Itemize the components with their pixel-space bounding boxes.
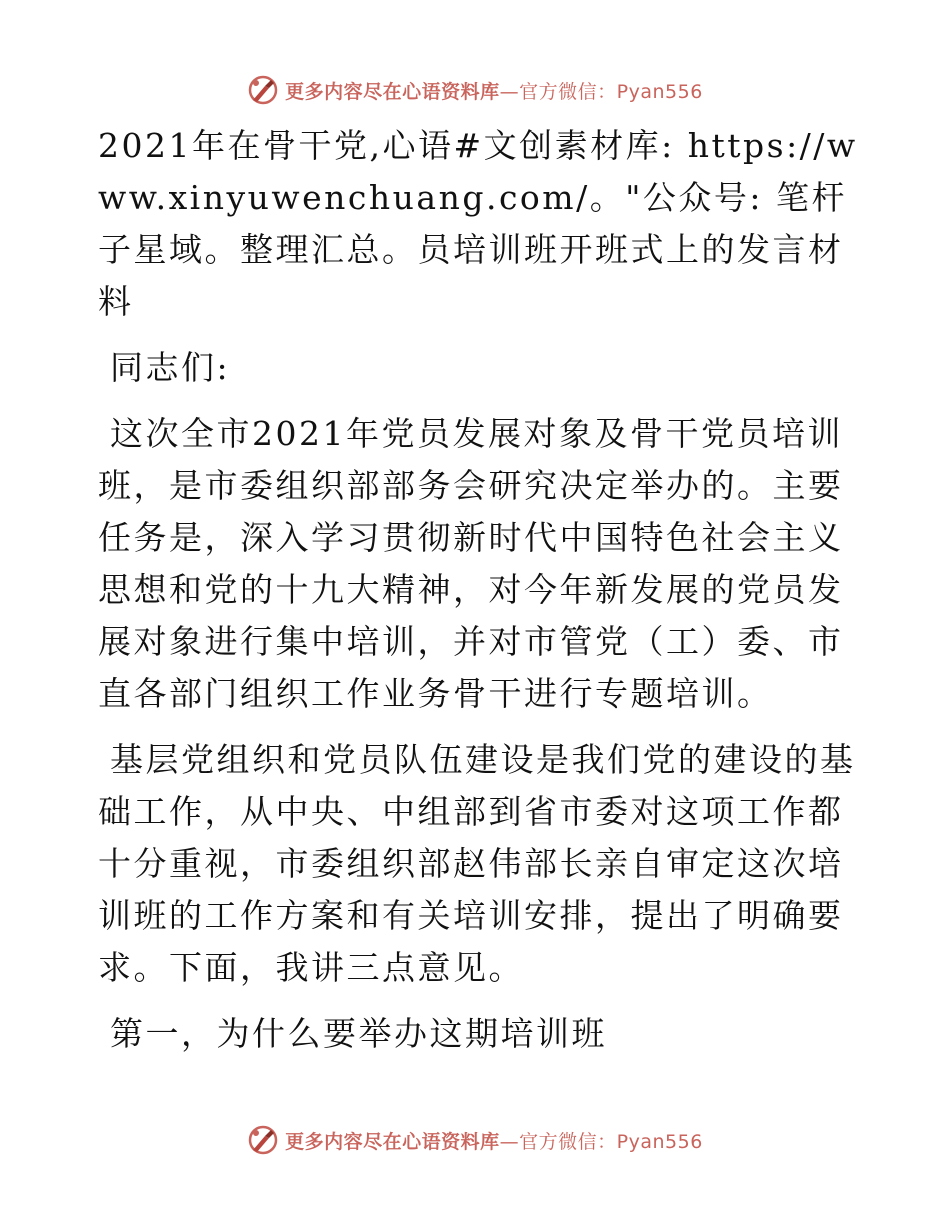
salutation: 同志们: [110,348,231,387]
watermark-header [0,70,950,110]
pen-circle-logo-icon [247,1124,279,1156]
body-paragraph: 基层党组织和党员队伍建设是我们党的建设的基础工作，从中央、中组部到省市委对这项工作都十分重视，市委组织部赵伟部长亲自审定这次培训班的工作方案和有关培训安排，提出了明确要求。下面，我讲三点意见。 [98,740,856,987]
watermark-text: 更多内容尽在心语资料库—官方微信：Pyan556 [285,1130,703,1153]
section-heading: 第一，为什么要举办这期培训班 [110,1014,607,1053]
watermark-text: 更多内容尽在心语资料库—官方微信：Pyan556 [285,80,703,103]
document-title: 2021年在骨干党,心语#文创素材库: https://www.xinyuwenchuang.com/。"公众号: 笔杆子星域。整理汇总。员培训班开班式上的发言材料 [98,126,858,321]
body-paragraph: 这次全市2021年党员发展对象及骨干党员培训班，是市委组织部部务会研究决定举办的。主要任务是，深入学习贯彻新时代中国特色社会主义思想和党的十九大精神，对今年新发展的党员发展对象进行集中培训，并对市管党（工）委、市直各部门组织工作业务骨干进行专题培训。 [98,414,844,713]
pen-circle-logo-icon [247,74,279,106]
document-body [98,120,858,1060]
watermark-footer [0,1120,950,1160]
